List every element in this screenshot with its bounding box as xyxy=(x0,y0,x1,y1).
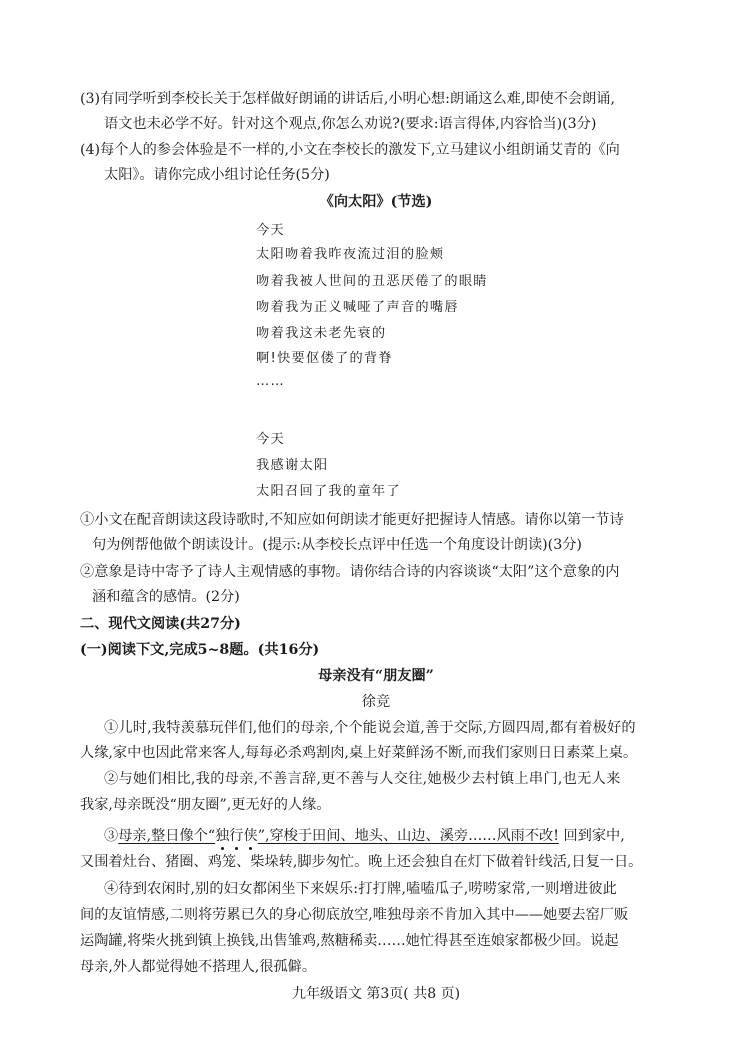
underlined-sentence xyxy=(118,828,559,844)
poem-line: 今天 xyxy=(256,432,285,447)
poem-line: 吻着我这未老先衰的 xyxy=(256,326,387,341)
paragraph-1-line-1: ①儿时,我特羡慕玩伴们,他们的母亲,个个能说会道,善于交际,方圆四周,都有着极好的 xyxy=(104,720,636,736)
question-4-line-2: 太阳》。请你完成小组讨论任务(5分) xyxy=(104,167,330,183)
task-1-line-1: ①小文在配音朗读这段诗歌时,不知应如何朗读才能更好把握诗人情感。请你以第一节诗 xyxy=(80,512,624,528)
paragraph-4-line-3: 运陶罐,将柴火挑到镇上换钱,出售雏鸡,熬糖稀卖……她忙得甚至连娘家都极少回。说起 xyxy=(80,933,619,949)
task-2-line-2: 涵和蕴含的感情。(2分) xyxy=(92,589,240,605)
paragraph-number: ③ xyxy=(104,828,119,844)
emphasis-char: 侠 xyxy=(243,828,258,844)
page-footer: 九年级语文 第3页( 共8 页) xyxy=(291,986,461,1002)
poem-line: 吻着我被人世间的丑恶厌倦了的眼睛 xyxy=(256,274,488,289)
paragraph-4-line-1: ④待到农闲时,别的妇女都闲坐下来娱乐:打打牌,嗑嗑瓜子,唠唠家常,一则增进彼此 xyxy=(104,881,617,897)
task-1-line-2: 句为例帮他做个朗读设计。(提示:从李校长点评中任选一个角度设计朗读)(3分) xyxy=(92,537,582,553)
question-4-line-1: (4)每个人的参会体验是不一样的,小文在李校长的激发下,立马建议小组朗诵艾青的《向 xyxy=(80,142,620,158)
paragraph-4-line-4: 母亲,外人都觉得她不搭理人,很孤僻。 xyxy=(80,959,317,975)
paragraph-2-line-1: ②与她们相比,我的母亲,不善言辞,更不善与人交往,她极少去村镇上串门,也无人来 xyxy=(104,771,621,787)
article-title: 母亲没有“朋友圈” xyxy=(318,668,434,684)
dotted-emphasis xyxy=(215,828,258,844)
underlined-text: 母亲,整日像个“ xyxy=(118,828,216,844)
poem-line: 吻着我为正义喊哑了声音的嘴唇 xyxy=(256,300,459,315)
paragraph-2-line-2: 我家,母亲既没“朋友圈”,更无好的人缘。 xyxy=(80,797,331,813)
poem-line: 太阳召回了我的童年了 xyxy=(256,484,401,499)
paragraph-3-line-2: 又围着灶台、猪圈、鸡笼、柴垛转,脚步匆忙。晚上还会独自在灯下做着针线活,日复一日。 xyxy=(80,854,643,870)
paragraph-4-line-2: 间的友谊情感,二则将劳累已久的身心彻底放空,唯独母亲不肯加入其中——她要去窑厂贩 xyxy=(80,907,629,923)
underlined-text: ”,穿梭于田间、地头、山边、溪旁……风雨不改! xyxy=(257,828,559,844)
question-3-line-1: (3)有同学听到李校长关于怎样做好朗诵的讲话后,小明心想:朗诵这么难,即使不会朗诵, xyxy=(80,91,615,107)
poem-line: 啊!快要伛偻了的背脊 xyxy=(256,351,393,366)
task-2-line-1: ②意象是诗中寄予了诗人主观情感的事物。请你结合诗的内容谈谈“太阳”这个意象的内 xyxy=(80,564,620,580)
poem-title: 《向太阳》(节选) xyxy=(319,194,433,210)
sub-section-heading: (一)阅读下文,完成5~8题。(共16分) xyxy=(80,642,320,658)
plain-text: 回到家中, xyxy=(563,828,625,844)
poem-line: 我感谢太阳 xyxy=(256,458,329,473)
paragraph-3-line-1 xyxy=(104,826,625,846)
poem-line: 太阳吻着我昨夜流过泪的脸颊 xyxy=(256,247,445,262)
article-author: 徐竞 xyxy=(361,694,391,710)
emphasis-char: 行 xyxy=(229,828,244,844)
emphasis-char: 独 xyxy=(215,828,230,844)
section-heading: 二、现代文阅读(共27分) xyxy=(80,616,241,632)
question-3-line-2: 语文也未必学不好。针对这个观点,你怎么劝说?(要求:语言得体,内容恰当)(3分) xyxy=(104,116,597,132)
poem-ellipsis: …… xyxy=(256,374,285,389)
poem-line: 今天 xyxy=(256,223,285,238)
paragraph-1-line-2: 人缘,家中也因此常来客人,每每必杀鸡割肉,桌上好菜鲜汤不断,而我们家则日日素菜上桌。 xyxy=(80,745,638,761)
